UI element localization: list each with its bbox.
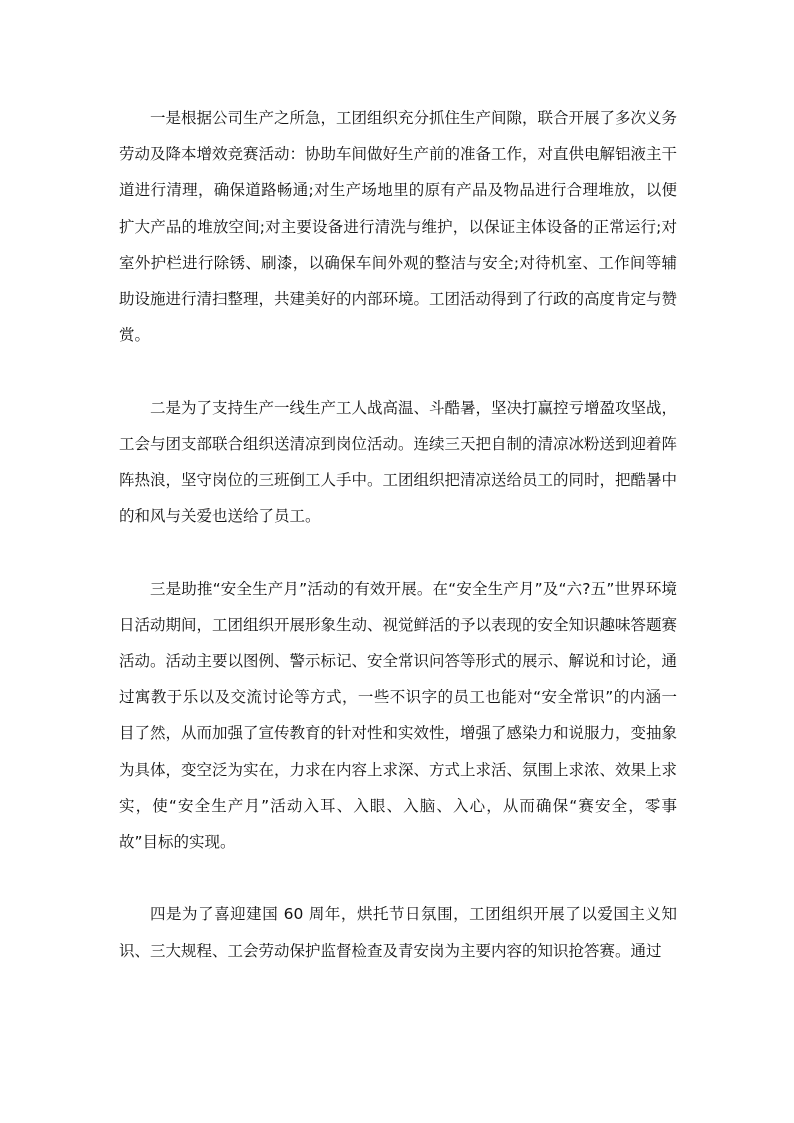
paragraph-summer-cooling: 二是为了支持生产一线生产工人战高温、斗酷暑，坚决打赢控亏增盈攻坚战，工会与团支部联合组织送清凉到岗位活动。连续三天把自制的清凉冰粉送到迎着阵阵热浪，坚守岗位的三班倒工人手中。工团组织把清凉送给员工的同时，把酷暑中的和风与关爱也送给了员工。 [119, 398, 678, 526]
paragraph-knowledge-contest: 四是为了喜迎建国 60 周年，烘托节日氛围，工团组织开展了以爱国主义知识、三大规程、工会劳动保护监督检查及青安岗为主要内容的知识抢答赛。通过 [119, 905, 677, 960]
paragraph-safety-month: 三是助推“安全生产月”活动的有效开展。在“安全生产月”及“六?五”世界环境日活动期间，工团组织开展形象生动、视觉鲜活的予以表现的安全知识趣味答题赛活动。活动主要以图例、警示标记、安全常识问答等形式的展示、解说和讨论，通过寓教于乐以及交流讨论等方式，一些不识字的员工也能对“安全常识”的内涵一目了然，从而加强了宣传教育的针对性和实效性，增强了感染力和说服力，变抽象为具体，变空泛为实在，力求在内容上求深、方式上求活、氛围上求浓、效果上求实，使“安全生产月”活动入耳、入眼、入脑、入心，从而确保“赛安全，零事故”目标的实现。 [119, 579, 678, 852]
document-body [119, 100, 677, 969]
paragraph-voluntary-labor: 一是根据公司生产之所急，工团组织充分抓住生产间隙，联合开展了多次义务劳动及降本增效竞赛活动：协助车间做好生产前的准备工作，对直供电解铝液主干道进行清理，确保道路畅通;对生产场地里的原有产品及物品进行合理堆放，以便扩大产品的堆放空间;对主要设备进行清洗与维护，以保证主体设备的正常运行;对室外护栏进行除锈、刷漆，以确保车间外观的整洁与安全;对待机室、工作间等辅助设施进行清扫整理，共建美好的内部环境。工团活动得到了行政的高度肯定与赞赏。 [119, 109, 678, 345]
